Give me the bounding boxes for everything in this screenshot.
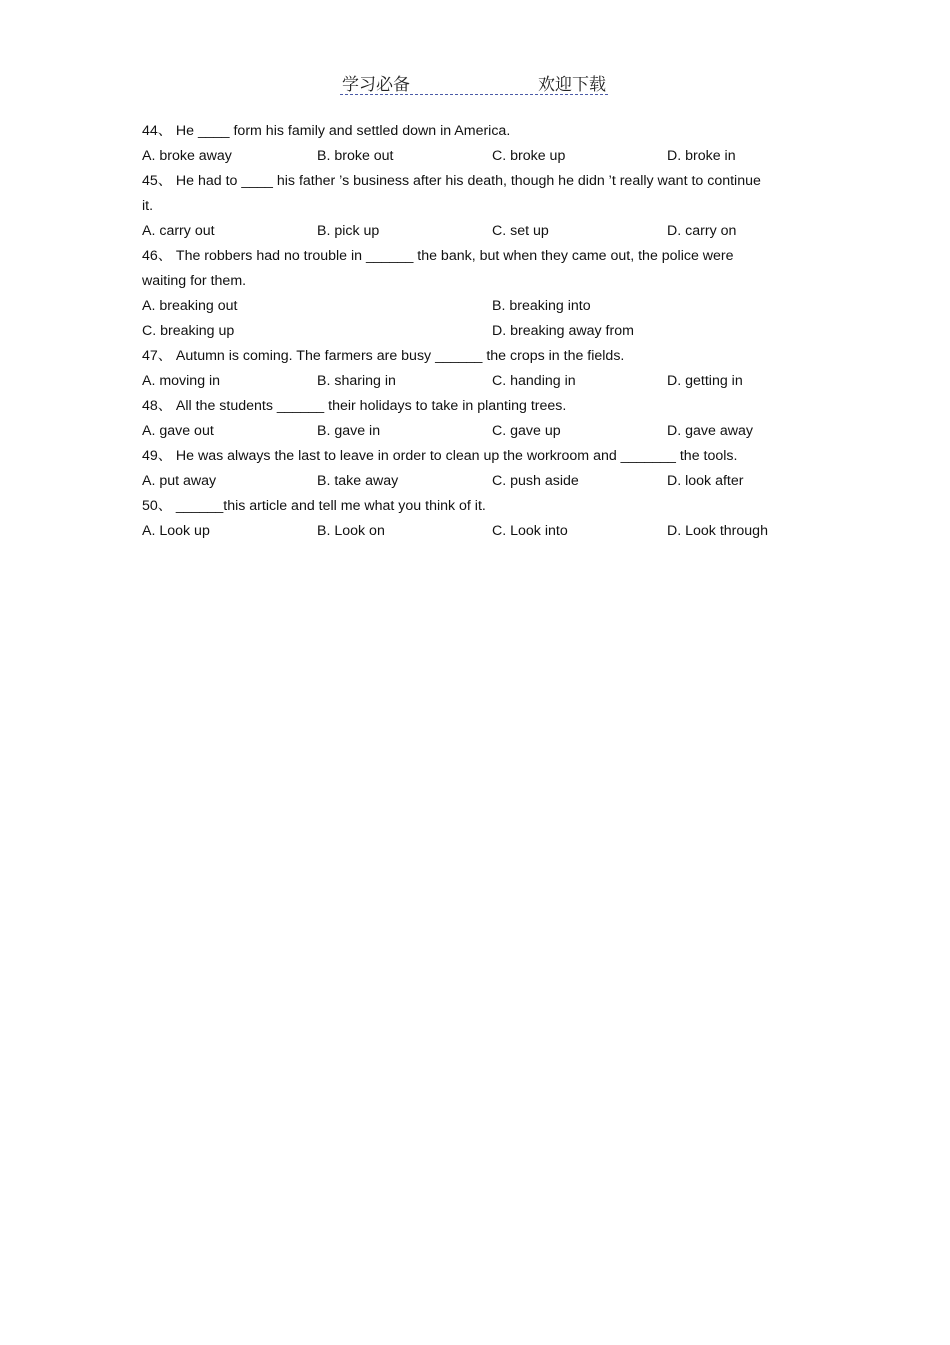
question-47 bbox=[142, 344, 807, 394]
question-46 bbox=[142, 244, 807, 344]
question-text: 50、 ______this article and tell me what you think of it. bbox=[142, 498, 486, 514]
option-c: C. breaking up bbox=[142, 323, 235, 339]
option-b: B. breaking into bbox=[492, 298, 591, 314]
options-row bbox=[142, 519, 807, 544]
question-45 bbox=[142, 169, 807, 244]
option-a: A. gave out bbox=[142, 423, 214, 439]
question-text: 45、 He had to ____ his father ’s business after his death, though he didn ’t really want to continue bbox=[142, 173, 761, 189]
option-a: A. put away bbox=[142, 473, 217, 489]
option-d: D. getting in bbox=[667, 373, 743, 389]
option-b: B. sharing in bbox=[317, 373, 396, 389]
header-right-text: 欢迎下载 bbox=[538, 75, 606, 95]
question-44 bbox=[142, 119, 807, 169]
options-row bbox=[142, 219, 807, 244]
option-a: A. moving in bbox=[142, 373, 221, 389]
option-a: A. breaking out bbox=[142, 298, 238, 314]
question-text-continued: it. bbox=[142, 198, 154, 214]
question-text: 47、 Autumn is coming. The farmers are busy ______ the crops in the fields. bbox=[142, 348, 625, 364]
options-row bbox=[142, 144, 807, 169]
option-b: B. pick up bbox=[317, 223, 380, 239]
option-c: C. Look into bbox=[492, 523, 568, 539]
option-d: D. gave away bbox=[667, 423, 753, 439]
options-row bbox=[142, 294, 807, 319]
options-row bbox=[142, 319, 807, 344]
option-c: C. handing in bbox=[492, 373, 576, 389]
question-48 bbox=[142, 394, 807, 444]
option-a: A. carry out bbox=[142, 223, 215, 239]
option-d: D. breaking away from bbox=[492, 323, 634, 339]
question-50 bbox=[142, 494, 807, 544]
option-c: C. gave up bbox=[492, 423, 561, 439]
option-a: A. broke away bbox=[142, 148, 232, 164]
question-text: 48、 All the students ______ their holidays to take in planting trees. bbox=[142, 398, 567, 414]
options-row bbox=[142, 419, 807, 444]
question-text: 49、 He was always the last to leave in order to clean up the workroom and _______ the tools. bbox=[142, 448, 738, 464]
page-header bbox=[340, 68, 608, 95]
question-49 bbox=[142, 444, 807, 494]
option-d: D. broke in bbox=[667, 148, 736, 164]
options-row bbox=[142, 469, 807, 494]
option-d: D. carry on bbox=[667, 223, 737, 239]
option-b: B. broke out bbox=[317, 148, 394, 164]
option-c: C. broke up bbox=[492, 148, 566, 164]
option-c: C. set up bbox=[492, 223, 549, 239]
question-text-continued: waiting for them. bbox=[142, 273, 247, 289]
question-list bbox=[142, 119, 807, 544]
options-row bbox=[142, 369, 807, 394]
option-a: A. Look up bbox=[142, 523, 210, 539]
option-d: D. look after bbox=[667, 473, 744, 489]
question-text: 46、 The robbers had no trouble in ______ the bank, but when they came out, the police were bbox=[142, 248, 734, 264]
option-b: B. gave in bbox=[317, 423, 381, 439]
option-c: C. push aside bbox=[492, 473, 579, 489]
header-left-text: 学习必备 bbox=[342, 75, 410, 95]
option-b: B. Look on bbox=[317, 523, 385, 539]
question-text: 44、 He ____ form his family and settled down in America. bbox=[142, 123, 511, 139]
option-b: B. take away bbox=[317, 473, 399, 489]
option-d: D. Look through bbox=[667, 523, 768, 539]
